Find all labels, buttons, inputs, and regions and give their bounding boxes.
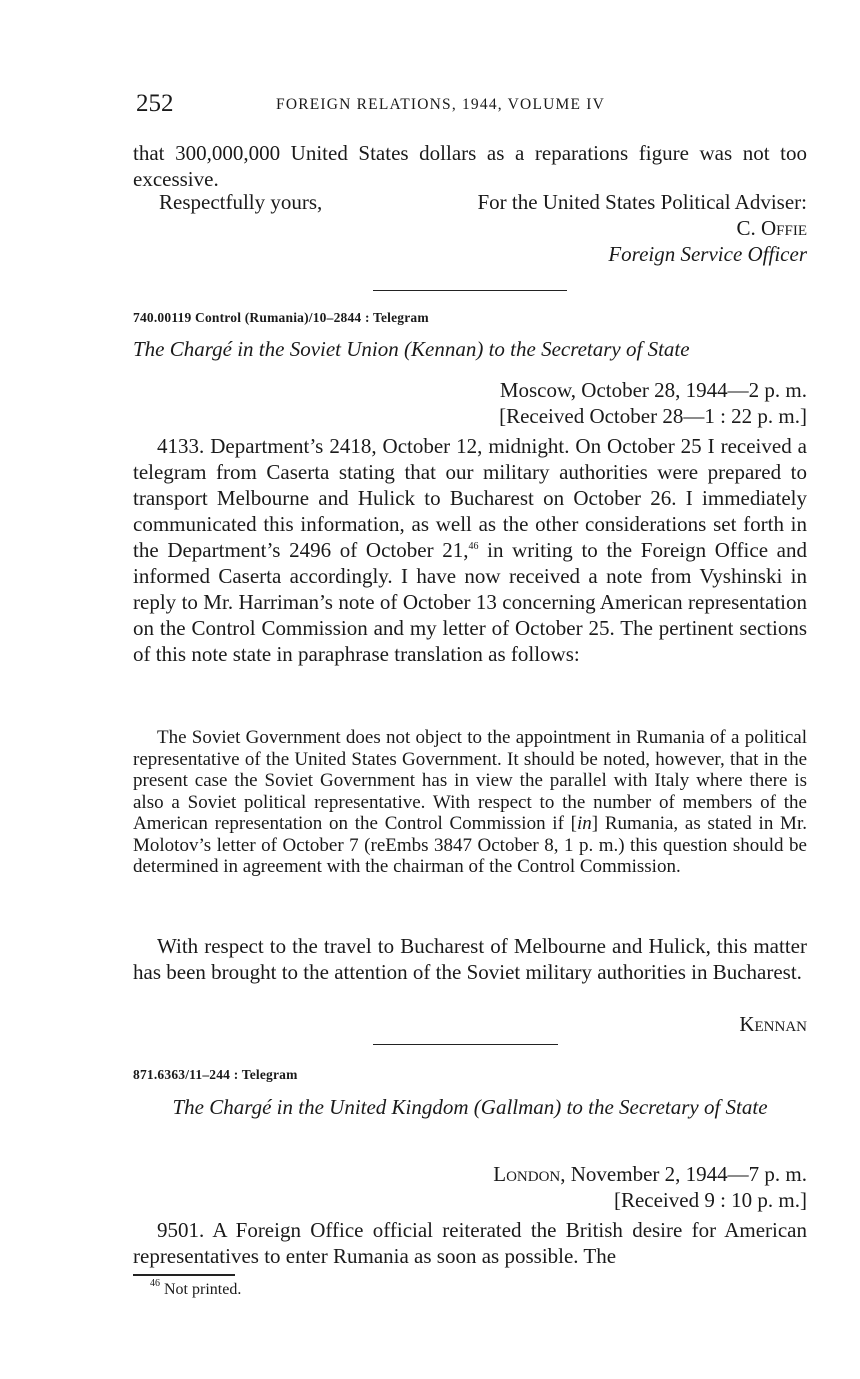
paragraph-text: in writing to the Foreign Office and informed Caserta accordingly. I have now received a note from Vyshinski in reply to Mr. Harriman’s note of October 13 concerning American representation on the Control Commission and my letter of October 25. The pertinent sections of this note state in paraphrase translation as follows: [133,538,807,666]
opening-paragraph: that 300,000,000 United States dollars as a reparations figure was not too excessive. [133,141,807,191]
page-number: 252 [136,90,174,117]
document-heading: The Chargé in the Soviet Union (Kennan) to the Secretary of State [133,337,690,361]
running-title: FOREIGN RELATIONS, 1944, VOLUME IV [276,96,605,113]
received-line: [Received October 28—1 : 22 p. m.] [499,404,807,428]
quote-text: ] Rumania, as stated in Mr. Molotov’s letter of October 7 (reEmbs 3847 October 8, 1 p. m.) this question should be determined in agreement with the chairman of the Control Commission. [133,813,807,877]
closing: Respectfully yours, [159,190,323,214]
signer-name: C. Offie [736,216,807,240]
quote-text: The Soviet Government does not object to the appointment in Rumania of a political representative of the United States Government. It should be noted, however, that in the present case the Soviet Government has in view the parallel with Italy where there is also a Soviet political representative. With respect to the number of members of the American representation on the Control Commission if [ [133,727,807,834]
telegram-paragraph [133,433,807,667]
section-divider [373,1044,558,1045]
telegram-paragraph: 9501. A Foreign Office official reiterated the British desire for American representatives to enter Rumania as soon as possible. The [133,1218,807,1268]
telegram-signature: Kennan [739,1012,807,1036]
signer-title: Foreign Service Officer [608,242,807,266]
footnote-text: Not printed. [160,1281,242,1298]
file-reference: 871.6363/11–244 : Telegram [133,1067,298,1082]
quoted-note [133,727,807,878]
footnote-marker: 46 [150,1278,160,1289]
footnote-reference: 46 [468,541,479,552]
paragraph-text: 4133. Department’s 2418, October 12, midnight. On October 25 I received a telegram from Caserta stating that our military authorities were prepared to transport Melbourne and Hulick to Bucharest on October 26. I immediately communicated this information, as well as the other considerations set forth in the Department’s 2496 of October 21, [133,434,807,562]
footnote [150,1278,242,1299]
footnote-divider [133,1274,235,1276]
telegram-paragraph: With respect to the travel to Bucharest of Melbourne and Hulick, this matter has been brought to the attention of the Soviet military authorities in Bucharest. [133,934,807,984]
received-line: [Received 9 : 10 p. m.] [613,1188,807,1212]
dateline: Moscow, October 28, 1944—2 p. m. [499,378,807,402]
section-divider [373,290,567,291]
file-reference: 740.00119 Control (Rumania)/10–2844 : Telegram [133,310,429,325]
dateline-city: London [493,1162,561,1186]
page-header [136,90,808,122]
closing-line [133,189,807,215]
editorial-insertion: in [576,813,592,834]
document-heading: The Chargé in the United Kingdom (Gallman) to the Secretary of State [172,1095,768,1119]
dateline-date: , November 2, 1944—7 p. m. [560,1162,807,1186]
dateline [133,1161,807,1187]
signature-line: For the United States Political Adviser: [477,190,807,214]
